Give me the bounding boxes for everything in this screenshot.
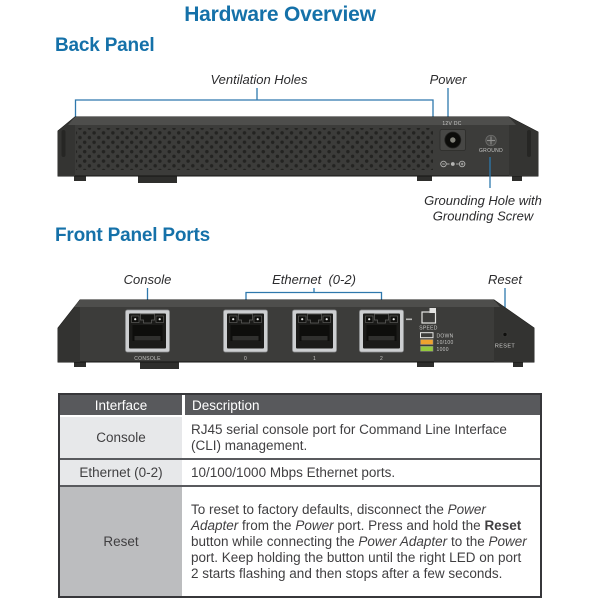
description-cell-reset bbox=[185, 487, 540, 596]
led-10-100-swatch bbox=[421, 340, 434, 345]
ventilation-holes bbox=[76, 128, 433, 170]
ethernet-port-2 bbox=[360, 310, 404, 352]
dc-voltage-label: 12V DC bbox=[442, 121, 462, 127]
description-text: RJ45 serial console port for Command Line Interface (CLI) management. bbox=[191, 421, 507, 453]
ethernet-port-2-label: 2 bbox=[379, 356, 384, 362]
reset-button-hole bbox=[503, 332, 507, 336]
table-row-ethernet bbox=[60, 458, 540, 485]
ethernet-port-1-label: 1 bbox=[312, 356, 317, 362]
ventilation-holes-label: Ventilation Holes bbox=[210, 72, 308, 87]
table-row-console bbox=[60, 415, 540, 458]
power-jack bbox=[440, 130, 466, 151]
dash-icon bbox=[406, 319, 412, 321]
ground-label: GROUND bbox=[478, 148, 504, 154]
interface-cell-reset: Reset bbox=[60, 487, 182, 596]
table-row-reset bbox=[60, 485, 540, 596]
description-cell-console bbox=[185, 417, 540, 458]
page-title: Hardware Overview bbox=[184, 3, 376, 26]
led-1000-label: 1000 bbox=[436, 346, 449, 353]
front-panel-diagram bbox=[40, 258, 570, 378]
back-device-left-cap bbox=[58, 117, 75, 176]
back-device bbox=[58, 117, 538, 176]
led-1000-swatch bbox=[421, 346, 434, 351]
front-device-left-cap bbox=[58, 300, 80, 362]
back-device-right-slot bbox=[527, 130, 531, 157]
description-text: 10/100/1000 Mbps Ethernet ports. bbox=[191, 464, 396, 480]
reset-button-label: RESET bbox=[494, 343, 516, 350]
power-label: Power bbox=[429, 72, 467, 87]
console-port-label: CONSOLE bbox=[134, 356, 161, 362]
interface-cell-console: Console bbox=[60, 417, 182, 458]
front-panel-heading: Front Panel Ports bbox=[55, 225, 210, 246]
back-device-left-slot bbox=[62, 130, 66, 157]
ethernet-port-1 bbox=[293, 310, 337, 352]
front-device bbox=[58, 300, 534, 362]
reset-label: Reset bbox=[488, 272, 522, 287]
led-down-label: DOWN bbox=[436, 333, 454, 340]
table-header-interface: Interface bbox=[60, 395, 182, 415]
table-header-row bbox=[60, 395, 540, 415]
front-device-right-cap bbox=[494, 300, 534, 362]
description-text: To reset to factory defaults, disconnect the Power Adapter from the Power port. Press and hold the Reset button while connecting the Power Adapter to the Power port. Keep holding the button until the right LED on port 2 starts flashing and then stops after a few seconds. bbox=[191, 501, 527, 581]
console-label: Console bbox=[123, 272, 172, 287]
back-device-right-cap bbox=[509, 117, 538, 176]
grounding-label-line2: Grounding Screw bbox=[432, 208, 534, 224]
interface-table bbox=[58, 393, 542, 598]
grounding-screw-icon bbox=[486, 135, 496, 145]
ethernet-label: Ethernet (0-2) bbox=[272, 272, 356, 287]
grounding-label-line1: Grounding Hole with bbox=[424, 193, 542, 208]
speed-label: SPEED bbox=[419, 325, 438, 332]
led-10-100-label: 10/100 bbox=[436, 340, 454, 347]
console-port bbox=[126, 310, 170, 352]
interface-cell-ethernet: Ethernet (0-2) bbox=[60, 460, 182, 485]
description-cell-ethernet bbox=[185, 460, 540, 485]
front-device-top-bevel bbox=[74, 300, 500, 307]
back-panel-heading: Back Panel bbox=[55, 35, 155, 56]
back-panel-diagram bbox=[40, 60, 570, 228]
table-header-description: Description bbox=[185, 395, 540, 415]
ethernet-port-0 bbox=[224, 310, 268, 352]
ethernet-port-0-label: 0 bbox=[243, 356, 248, 362]
